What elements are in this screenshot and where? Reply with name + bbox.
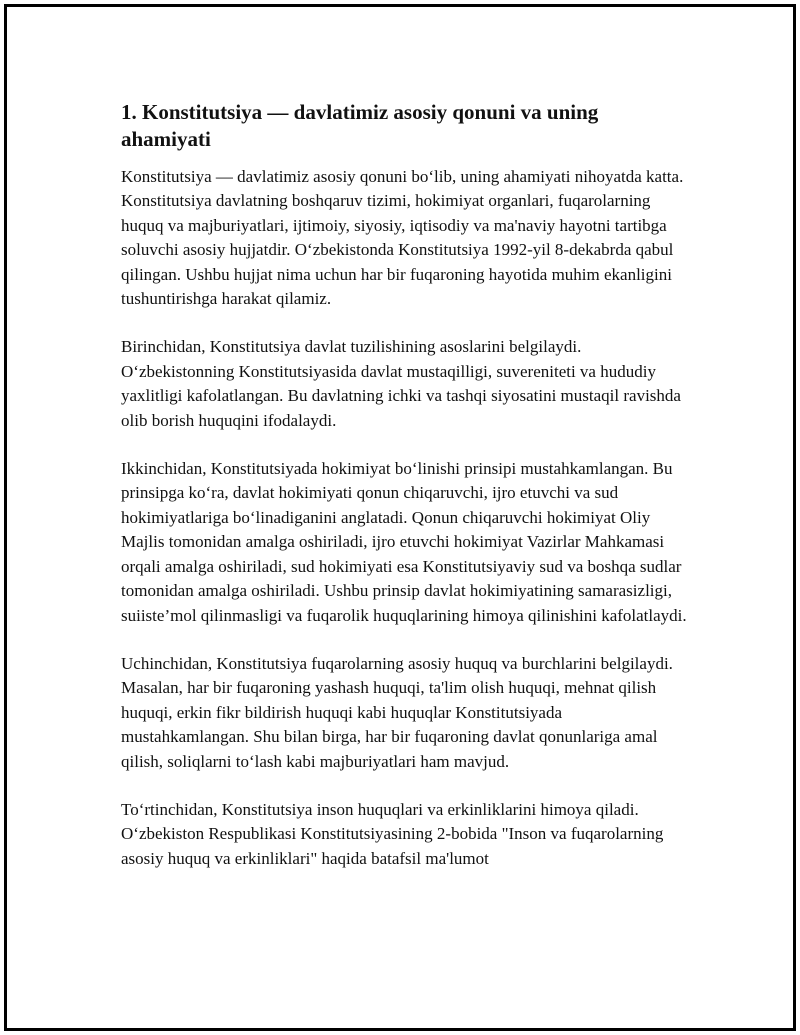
- paragraph-third: Uchinchidan, Konstitutsiya fuqarolarning asosiy huquq va burchlarini belgilaydi. Masalan, har bir fuqaroning yashash huquqi, ta'lim olish huquqi, mehnat qilish huquqi, erkin fikr bildirish huquqi kabi huquqlar Konstitutsiyada mustahkamlangan. Shu bilan birga, har bir fuqaroning davlat qonunlariga amal qilish, soliqlarni to‘lash kabi majburiyatlari ham mavjud.: [121, 653, 673, 771]
- document-title: 1. Konstitutsiya — davlatimiz asosiy qonuni va uning ahamiyati: [121, 100, 599, 151]
- page-frame: [4, 4, 796, 1031]
- paragraph-intro: Konstitutsiya — davlatimiz asosiy qonuni bo‘lib, uning ahamiyati nihoyatda katta. Konstitutsiya davlatning boshqaruv tizimi, hokimiyat organlari, fuqarolarning huquq va majburiyatlari, ijtimoiy, siyosiy, iqtisodiy va ma'naviy hayotni tartibga soluvchi asosiy hujjatdir. O‘zbekistonda Konstitutsiya 1992-yil 8-dekabrda qabul qilingan. Ushbu hujjat nima uchun har bir fuqaroning hayotida muhim ekanligini tushuntirishga harakat qilamiz.: [121, 167, 684, 309]
- paragraph-second: Ikkinchidan, Konstitutsiyada hokimiyat bo‘linishi prinsipi mustahkamlangan. Bu prinsipga ko‘ra, davlat hokimiyati qonun chiqaruvchi, ijro etuvchi va sud hokimiyatlariga bo‘linadiganini anglatadi. Qonun chiqaruvchi hokimiyat Oliy Majlis tomonidan amalga oshiriladi, ijro etuvchi hokimiyat Vazirlar Mahkamasi orqali amalga oshiriladi, sud hokimiyati esa Konstitutsiyaviy sud va boshqa sudlar tomonidan amalga oshiriladi. Ushbu prinsip davlat hokimiyatining samarasizligi, suiiste’mol qilinmasligi va fuqarolik huquqlarining himoya qilinishini kafolatlaydi.: [121, 459, 687, 625]
- paragraph-fourth: To‘rtinchidan, Konstitutsiya inson huquqlari va erkinliklarini himoya qiladi. O‘zbekiston Respublikasi Konstitutsiyasining 2-bobida "Inson va fuqarolarning asosiy huquq va erkinliklari" haqida batafsil ma'lumot: [121, 799, 664, 868]
- paragraph-first: Birinchidan, Konstitutsiya davlat tuzilishining asoslarini belgilaydi. O‘zbekistonning Konstitutsiyasida davlat mustaqilligi, suvereniteti va hududiy yaxlitligi kafolatlangan. Bu davlatning ichki va tashqi siyosatini mustaqil ravishda olib borish huquqini ifodalaydi.: [121, 337, 681, 430]
- document-body: [121, 99, 691, 895]
